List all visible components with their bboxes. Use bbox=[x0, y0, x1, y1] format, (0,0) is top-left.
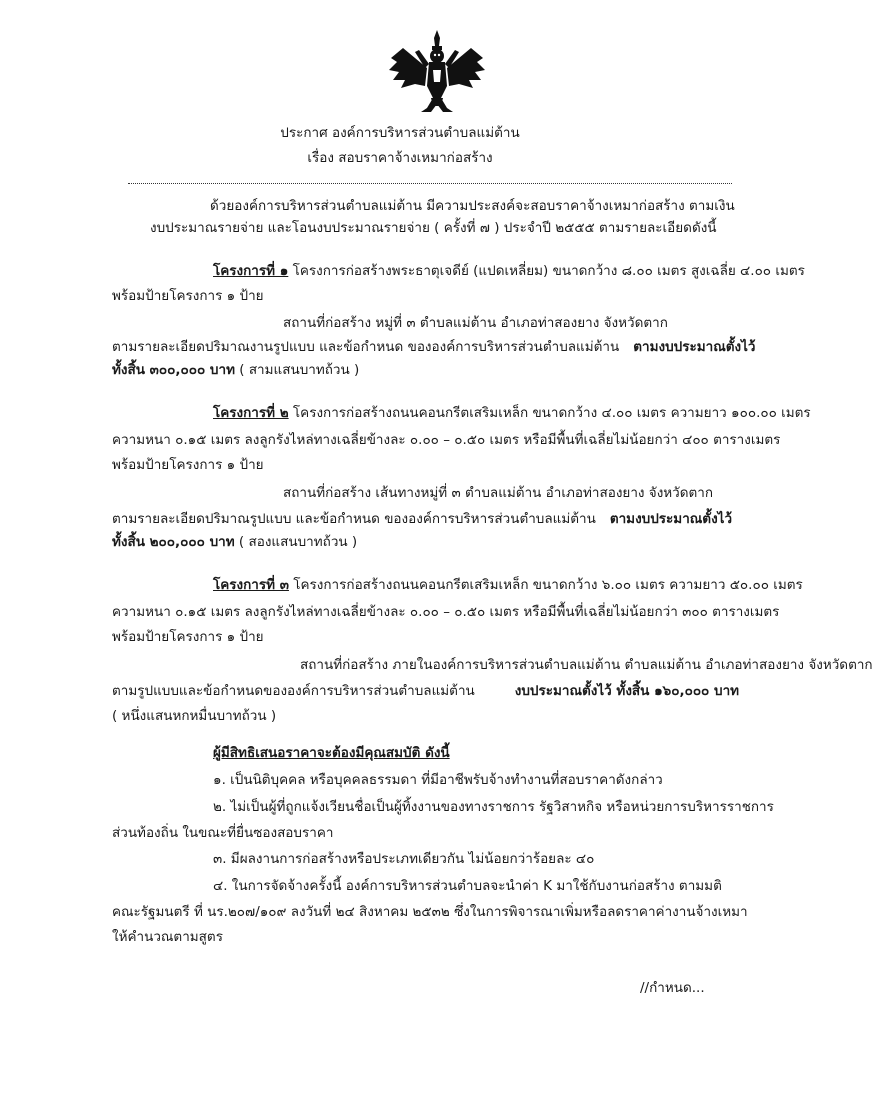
project-2-line-3: พร้อมป้ายโครงการ ๑ ป้าย bbox=[112, 457, 264, 473]
project-1-budget-amount: ทั้งสิ้น ๓๐๐,๐๐๐ บาท bbox=[112, 362, 235, 378]
project-1-budget-label: ตามงบประมาณตั้งไว้ bbox=[633, 339, 756, 355]
project-2-detail: ตามรายละเอียดปริมาณรูปแบบ และข้อกำหนด ขององค์การบริหารส่วนตำบลแม่ต้าน bbox=[112, 511, 596, 527]
project-1-desc: โครงการก่อสร้างพระธาตุเจดีย์ (แปดเหลี่ยม) ขนาดกว้าง ๘.๐๐ เมตร สูงเฉลี่ย ๔.๐๐ เมตร bbox=[288, 263, 805, 279]
qualification-item-2-cont: ส่วนท้องถิ่น ในขณะที่ยื่นซองสอบราคา bbox=[112, 825, 334, 841]
qualification-item-4-cont-2: ให้คำนวณตามสูตร bbox=[112, 929, 223, 945]
project-2-line-1 bbox=[213, 404, 811, 422]
project-2-location: สถานที่ก่อสร้าง เส้นทางหมู่ที่ ๓ ตำบลแม่ต้าน อำเภอท่าสองยาง จังหวัดตาก bbox=[283, 485, 714, 501]
project-3-line-2: ความหนา ๐.๑๕ เมตร ลงลูกรังไหล่ทางเฉลี่ยข้างละ ๐.๐๐ – ๐.๕๐ เมตร หรือมีพื้นที่เฉลี่ยไม่น้อยกว่า ๓๐๐ ตารางเมตร bbox=[112, 604, 780, 620]
continuation-note: //กำหนด... bbox=[640, 980, 705, 996]
intro-line-2: งบประมาณรายจ่าย และโอนงบประมาณรายจ่าย ( ครั้งที่ ๗ ) ประจำปี ๒๕๕๕ ตามรายละเอียดดังนี้ bbox=[150, 220, 717, 236]
project-1-heading: โครงการที่ ๑ bbox=[213, 263, 289, 279]
qualification-item-1: ๑. เป็นนิติบุคคล หรือบุคคลธรรมดา ที่มีอาชีพรับจ้างทำงานที่สอบราคาดังกล่าว bbox=[213, 772, 663, 788]
project-2-budget-amount: ทั้งสิ้น ๒๐๐,๐๐๐ บาท bbox=[112, 534, 235, 550]
project-3-detail: ตามรูปแบบและข้อกำหนดขององค์การบริหารส่วนตำบลแม่ต้าน bbox=[112, 683, 475, 699]
project-3-line-3: พร้อมป้ายโครงการ ๑ ป้าย bbox=[112, 629, 264, 645]
project-3-heading: โครงการที่ ๓ bbox=[213, 577, 289, 593]
qualification-item-4-cont-1: คณะรัฐมนตรี ที่ นร.๒๐๗/๑๐๙ ลงวันที่ ๒๔ สิงหาคม ๒๕๓๒ ซึ่งในการพิจารณาเพิ่มหรือลดราคาค่างานจ้างเหมา bbox=[112, 904, 748, 920]
intro-line-1: ด้วยองค์การบริหารส่วนตำบลแม่ต้าน มีความประสงค์จะสอบราคาจ้างเหมาก่อสร้าง ตามเงิน bbox=[210, 198, 735, 214]
project-1-line-5 bbox=[112, 361, 359, 379]
project-2-budget-label: ตามงบประมาณตั้งไว้ bbox=[609, 511, 733, 527]
project-1-line-4 bbox=[112, 338, 755, 356]
qualifications-heading: ผู้มีสิทธิเสนอราคาจะต้องมีคุณสมบัติ ดังนี้ bbox=[213, 745, 450, 761]
project-1-location: สถานที่ก่อสร้าง หมู่ที่ ๓ ตำบลแม่ต้าน อำเภอท่าสองยาง จังหวัดตาก bbox=[283, 315, 668, 331]
project-3-desc: โครงการก่อสร้างถนนคอนกรีตเสริมเหล็ก ขนาดกว้าง ๖.๐๐ เมตร ความยาว ๕๐.๐๐ เมตร bbox=[288, 577, 803, 593]
project-2-budget-words: ( สองแสนบาทถ้วน ) bbox=[234, 534, 358, 550]
project-2-line-6 bbox=[112, 533, 357, 551]
project-3-line-1 bbox=[213, 576, 803, 594]
project-2-line-5 bbox=[112, 510, 732, 528]
qualification-item-2: ๒. ไม่เป็นผู้ที่ถูกแจ้งเวียนชื่อเป็นผู้ทิ้งงานของทางราชการ รัฐวิสาหกิจ หรือหน่วยการบริหารราชการ bbox=[213, 799, 774, 815]
project-1-detail: ตามรายละเอียดปริมาณงานรูปแบบ และข้อกำหนด ขององค์การบริหารส่วนตำบลแม่ต้าน bbox=[112, 339, 620, 355]
header-subject: เรื่อง สอบราคาจ้างเหมาก่อสร้าง bbox=[307, 150, 493, 166]
project-1-budget-words: ( สามแสนบาทถ้วน ) bbox=[234, 362, 360, 378]
project-2-desc: โครงการก่อสร้างถนนคอนกรีตเสริมเหล็ก ขนาดกว้าง ๔.๐๐ เมตร ความยาว ๑๐๐.๐๐ เมตร bbox=[288, 405, 811, 421]
garuda-emblem-icon bbox=[383, 28, 491, 116]
project-1-line-1 bbox=[213, 262, 805, 280]
header-divider bbox=[128, 183, 732, 184]
header-title: ประกาศ องค์การบริหารส่วนตำบลแม่ต้าน bbox=[280, 125, 520, 141]
project-3-line-5 bbox=[112, 682, 739, 700]
project-3-location: สถานที่ก่อสร้าง ภายในองค์การบริหารส่วนตำบลแม่ต้าน ตำบลแม่ต้าน อำเภอท่าสองยาง จังหวัดตาก bbox=[300, 657, 873, 673]
project-3-budget: งบประมาณตั้งไว้ ทั้งสิ้น ๑๖๐,๐๐๐ บาท bbox=[514, 683, 740, 699]
qualification-item-3: ๓. มีผลงานการก่อสร้างหรือประเภทเดียวกัน ไม่น้อยกว่าร้อยละ ๔๐ bbox=[213, 851, 595, 867]
project-2-heading: โครงการที่ ๒ bbox=[213, 405, 289, 421]
project-1-line-2: พร้อมป้ายโครงการ ๑ ป้าย bbox=[112, 288, 264, 304]
qualification-item-4: ๔. ในการจัดจ้างครั้งนี้ องค์การบริหารส่วนตำบลจะนำค่า K มาใช้กับงานก่อสร้าง ตามมติ bbox=[213, 878, 722, 894]
project-3-budget-words: ( หนึ่งแสนหกหมื่นบาทถ้วน ) bbox=[112, 708, 277, 724]
project-2-line-2: ความหนา ๐.๑๕ เมตร ลงลูกรังไหล่ทางเฉลี่ยข้างละ ๐.๐๐ – ๐.๕๐ เมตร หรือมีพื้นที่เฉลี่ยไม่น้อยกว่า ๔๐๐ ตารางเมตร bbox=[112, 432, 781, 448]
